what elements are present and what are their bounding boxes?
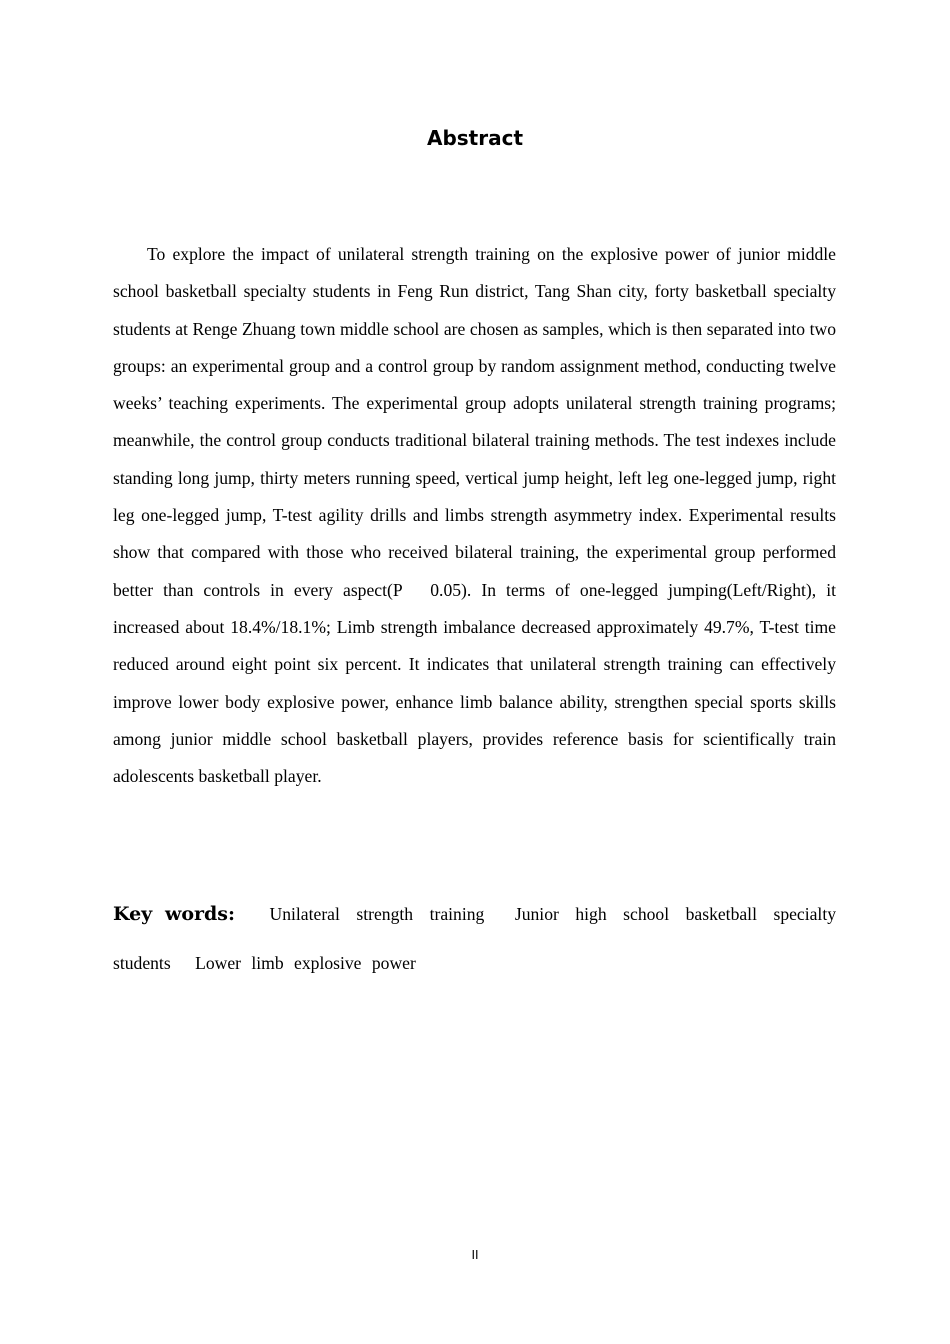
- keywords-paragraph: [113, 890, 836, 988]
- abstract-body: To explore the impact of unilateral strength training on the explosive power of junior middle school basketball specialty students in Feng Run district, Tang Shan city, forty basketball specialty students at Renge Zhuang town middle school are chosen as samples, which is then separated into two groups: an experimental group and a control group by random assignment method, conducting twelve weeks’ teaching experiments. The experimental group adopts unilateral strength training programs; meanwhile, the control group conducts traditional bilateral training methods. The test indexes include standing long jump, thirty meters running speed, vertical jump height, left leg one-legged jump, right leg one-legged jump, T-test agility drills and limbs strength asymmetry index. Experimental results show that compared with those who received bilateral training, the experimental group performed better than controls in every aspect(P 0.05). In terms of one-legged jumping(Left/Right), it increased about 18.4%/18.1%; Limb strength imbalance decreased approximately 49.7%, T-test time reduced around eight point six percent. It indicates that unilateral strength training can effectively improve lower body explosive power, enhance limb balance ability, strengthen special sports skills among junior middle school basketball players, provides reference basis for scientifically train adolescents basketball player.: [113, 244, 836, 787]
- keyword-item: Lower limb explosive power: [195, 953, 416, 973]
- keywords-label: Key words:: [113, 903, 235, 925]
- keyword-item: Unilateral strength training: [269, 904, 485, 924]
- page-number: II: [471, 1248, 479, 1262]
- page-title: Abstract: [426, 126, 524, 150]
- keyword-item: Junior high school basketball specialty students: [113, 904, 837, 973]
